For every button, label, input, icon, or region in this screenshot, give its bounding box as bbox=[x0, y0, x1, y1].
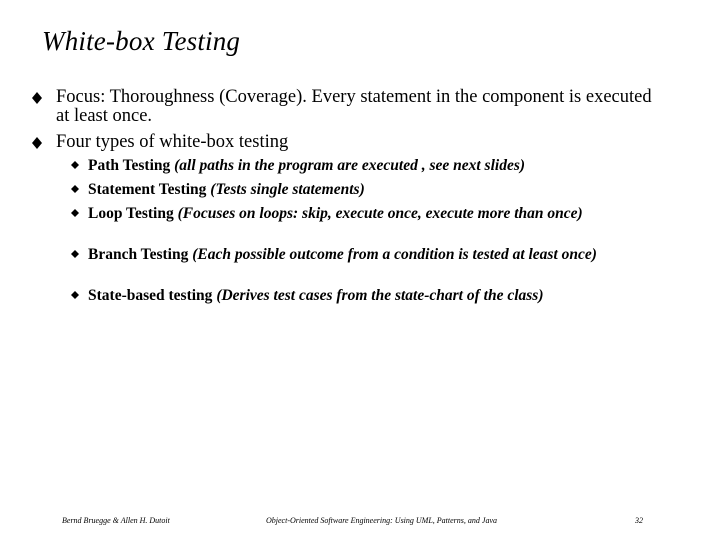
small-diamond-bullet-icon bbox=[71, 185, 79, 193]
diamond-bullet-icon bbox=[32, 137, 42, 149]
sub-bullet-item bbox=[88, 157, 648, 175]
footer-authors: Bernd Bruegge & Allen H. Dutoit bbox=[62, 516, 170, 525]
sub-bullet-desc: (Derives test cases from the state-chart of the class) bbox=[216, 287, 544, 304]
small-diamond-bullet-icon bbox=[71, 291, 79, 299]
sub-bullet-desc: (Focuses on loops: skip, execute once, execute more than once) bbox=[177, 205, 583, 222]
sub-bullet-label: Path Testing bbox=[88, 157, 175, 174]
footer-page-number: 32 bbox=[635, 516, 643, 525]
bullet-item bbox=[56, 133, 656, 152]
sub-bullet-item bbox=[88, 205, 648, 223]
sub-bullet-desc: (all paths in the program are executed , see next slides) bbox=[174, 157, 526, 174]
sub-bullet-item bbox=[88, 287, 648, 305]
sub-bullet-desc: (Each possible outcome from a condition is tested at least once) bbox=[192, 246, 597, 263]
sub-bullet-label: Statement Testing bbox=[88, 181, 211, 198]
sub-bullet-item bbox=[88, 181, 648, 199]
diamond-bullet-icon bbox=[32, 92, 42, 104]
sub-bullet-desc: (Tests single statements) bbox=[210, 181, 365, 198]
small-diamond-bullet-icon bbox=[71, 161, 79, 169]
bullet-text: Four types of white-box testing bbox=[56, 132, 289, 152]
bullet-item bbox=[56, 88, 656, 126]
sub-bullet-label: Branch Testing bbox=[88, 246, 193, 263]
slide-title: White-box Testing bbox=[42, 26, 241, 56]
small-diamond-bullet-icon bbox=[71, 250, 79, 258]
footer-book-title: Object-Oriented Software Engineering: Using UML, Patterns, and Java bbox=[266, 516, 497, 525]
small-diamond-bullet-icon bbox=[71, 209, 79, 217]
sub-bullet-label: State-based testing bbox=[88, 287, 217, 304]
sub-bullet-label: Loop Testing bbox=[88, 205, 178, 222]
sub-bullet-item bbox=[88, 246, 648, 264]
bullet-text: Focus: Thoroughness (Coverage). Every statement in the component is executed at least once. bbox=[56, 87, 652, 126]
